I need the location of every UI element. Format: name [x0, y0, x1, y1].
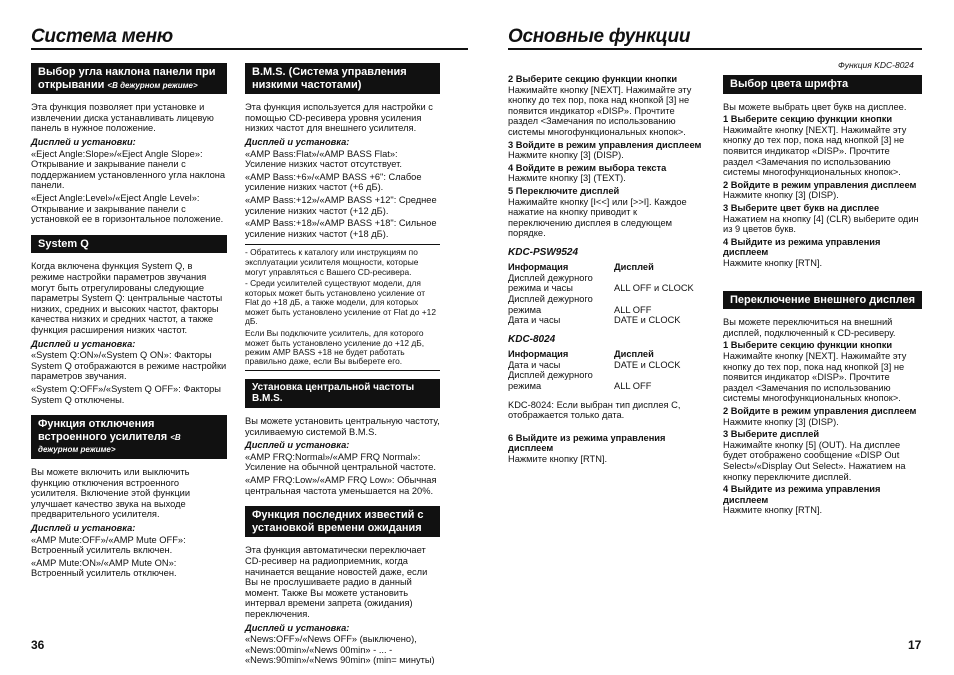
mute-header-text: Функция отключения встроенного усилителя	[38, 418, 168, 443]
color-step-3-head: 3 Выберите цвет букв на дисплее	[723, 202, 880, 213]
bms-item-3: «AMP Bass:+12»/«AMP BASS +12": Среднее усиление низких частот (+12 дБ).	[245, 195, 437, 216]
display-table-2	[508, 349, 702, 391]
step-5-text: Нажимайте кнопку [I<<] или [>>I]. Каждое нажатие на кнопку приводит к переключению дисплея в следующем порядке.	[508, 196, 687, 239]
external-step-4-text: Нажмите кнопку [RTN].	[723, 505, 823, 516]
mute-header-note: <В дежурном режиме>	[38, 432, 181, 455]
tilt-item-1: «Eject Angle:Slope»/«Eject Angle Slope»: Открывание и закрывание панели с поддержанием установленного угла наклона панели.	[31, 148, 226, 191]
table1-col2: Дисплей	[614, 262, 654, 273]
systemq-section-header	[31, 235, 227, 254]
left-title-rule	[31, 48, 468, 50]
step-5-head: 5 Переключите дисплей	[508, 185, 620, 196]
left-page-title: Система меню	[31, 26, 173, 47]
external-step-3-text: Нажимайте кнопку [5] (OUT). На дисплее будет отображено сообщение «DISP Out Select»/«Display Out Select». Нажатием на кнопку переключите дисплей.	[723, 439, 906, 482]
table2-row1-disp: DATE и CLOCK	[614, 359, 681, 370]
mute-body: Вы можете включить или выключить функцию отключения встроенного усилителя. Включение этой функции улучшает качество звука на выходе предварительного усилителя.	[31, 467, 191, 520]
bms-note-2: - Среди усилителей существуют модели, для которых может быть установлено усиление от Flat до +18 дБ, а также модели, для которых может быть установлено усиление от Flat до +12 дБ.	[245, 278, 436, 327]
color-step-1-text: Нажимайте кнопку [NEXT]. Нажимайте эту кнопку до тех пор, пока над кнопкой [3] не появится индикатор «DISP». Прочтите раздел <Замечания по использованию системы многофункциональных кнопок>.	[723, 124, 907, 178]
model-note: Функция KDC-8024	[838, 60, 914, 70]
bms-item-2: «AMP Bass:+6»/«AMP BASS +6": Слабое усиление низких частот (+6 дБ).	[245, 171, 422, 193]
table2-col1: Информация	[508, 349, 569, 360]
external-step-3-head: 3 Выберите дисплей	[723, 429, 820, 440]
external-step-4-head: 4 Выйдите из режима управления дисплеем	[723, 484, 881, 505]
right-title-rule	[508, 48, 922, 50]
news-header-text: Функция последних известий с установкой времени ожидания	[252, 509, 424, 534]
tilt-body: Эта функция позволяет при установке и извлечении диска устанавливать лицевую панель в нужное положение.	[31, 102, 214, 134]
step-2-text: Нажимайте кнопку [NEXT]. Нажимайте эту кнопку до тех пор, пока над кнопкой [3] не появится индикатор «DISP». Прочтите раздел <Замечания по использованию системы многофункциональных кнопок>.	[508, 84, 692, 137]
color-header-text: Выбор цвета шрифта	[730, 78, 849, 90]
step-2-head: 2 Выберите секцию функции кнопки	[508, 74, 678, 84]
external-body: Вы можете переключиться на внешний дисплей, подключенный к CD-ресиверу.	[723, 317, 896, 338]
systemq-item-2: «System Q:OFF»/«System Q OFF»: Факторы System Q отключены.	[31, 383, 221, 405]
color-step-2-head: 2 Войдите в режим управления дисплеем	[723, 179, 917, 190]
news-body: Эта функция автоматически переключает CD-ресивер на радиоприемник, когда начинается вещание новостей даже, если Вы не прослушиваете радио в данный момент. Также Вы можете установить интервал времени запрета (ожидания) переключения.	[245, 545, 428, 619]
news-section-header	[245, 506, 440, 537]
left-column-2	[245, 63, 440, 668]
bms-body: Эта функция используется для настройки с помощью CD-ресивера уровня усиления низких частот для внешнего усилителя.	[245, 102, 433, 134]
color-body: Вы можете выбрать цвет букв на дисплее.	[723, 101, 907, 112]
color-section-header	[723, 75, 922, 94]
external-step-2-head: 2 Войдите в режим управления дисплеем	[723, 405, 917, 416]
bms-item-4: «AMP Bass:+18»/«AMP BASS +18": Сильное усиление низких частот (+18 дБ).	[245, 218, 437, 239]
step-3-head: 3 Войдите в режим управления дисплеем	[508, 139, 702, 150]
table2-model: KDC-8024	[508, 333, 556, 345]
table1-row1-disp: ALL OFF и CLOCK	[614, 283, 694, 294]
mute-item-2: «AMP Mute:ON»/«AMP Mute ON»: Встроенный усилитель отключен.	[31, 557, 177, 579]
right-column-2	[723, 75, 922, 518]
right-page-title: Основные функции	[508, 26, 691, 47]
tilt-item-2: «Eject Angle:Level»/«Eject Angle Level»: Открывание и закрывание панели с установкой ее в горизонтальное положение.	[31, 193, 224, 225]
table2-col2: Дисплей	[614, 349, 654, 360]
left-column-1	[31, 63, 227, 581]
table2-row2-info: Дисплей дежурного режима	[508, 370, 593, 392]
right-page-number: 17	[908, 638, 922, 652]
color-step-1-head: 1 Выберите секцию функции кнопки	[723, 114, 893, 125]
table1-row1-info: Дисплей дежурного режима и часы	[508, 272, 593, 294]
mute-label: Дисплей и установка:	[31, 523, 136, 534]
mute-item-1: «AMP Mute:OFF»/«AMP Mute OFF»: Встроенный усилитель включен.	[31, 534, 186, 556]
external-step-1-text: Нажимайте кнопку [NEXT]. Нажимайте эту кнопку до тех пор, пока над кнопкой [3] не появится индикатор «DISP». Прочтите раздел <Замечания по использованию системы многофункциональных кнопок>.	[723, 350, 907, 404]
tilt-header-note: <В дежурном режиме>	[107, 80, 198, 90]
step-4-head: 4 Войдите в режим выбора текста	[508, 162, 667, 173]
external-section-header	[723, 291, 922, 310]
color-step-3-text: Нажатием на кнопку [4] (CLR) выберите один из 9 цветов букв.	[723, 213, 919, 235]
external-step-2-text: Нажмите кнопку [3] (DISP).	[723, 416, 839, 427]
step-3-text: Нажмите кнопку [3] (DISP).	[508, 150, 624, 161]
external-step-1-head: 1 Выберите секцию функции кнопки	[723, 340, 893, 351]
external-header-text: Переключение внешнего дисплея	[730, 293, 916, 306]
center-item-1: «AMP FRQ:Normal»/«AMP FRQ Normal»: Усиление на обычной центральной частоте.	[245, 451, 436, 473]
display-table-1	[508, 262, 702, 326]
bms-header-text: B.M.S. (Система управления низкими частотами)	[252, 66, 407, 91]
tilt-header-text: Выбор угла наклона панели при открывании	[38, 66, 216, 91]
tilt-label: Дисплей и установки:	[31, 137, 136, 148]
mute-section-header	[31, 415, 227, 459]
color-step-4-head: 4 Выйдите из режима управления дисплеем	[723, 236, 881, 258]
systemq-body: Когда включена функция System Q, в режиме настройки параметров звучания могут быть отрегулированы следующие параметры System Q: центральные частоты низких, средних и высоких частот, факторы качества низких и средних частот, а также функция расширения низких частот.	[31, 261, 223, 336]
after-table-note: KDC-8024: Если выбран тип дисплея C, отображается только дата.	[508, 399, 681, 421]
step-6-head: 6 Выйдите из режима управления дисплеем	[508, 432, 666, 454]
table1-col1: Информация	[508, 262, 569, 273]
news-label: Дисплей и установка:	[245, 622, 350, 633]
bms-note-3: Если Вы подключите усилитель, для которого может быть установлено усиление до +12 дБ, режим AMP BASS +18 не будет работать правильно даже, если Вы выберете его.	[245, 329, 440, 371]
table1-model: KDC-PSW9524	[508, 246, 579, 258]
color-step-2-text: Нажмите кнопку [3] (DISP).	[723, 190, 839, 201]
center-label: Дисплей и установка:	[245, 440, 350, 451]
table2-row1-info: Дата и часы	[508, 359, 561, 370]
table2-row2-disp: ALL OFF	[614, 381, 652, 392]
center-header-text: Установка центральной частоты B.M.S.	[252, 381, 415, 405]
tilt-section-header	[31, 63, 227, 94]
news-item-1: «News:OFF»/«News OFF» (выключено), «News:00min»/«News 00min» - ... - «News:90min»/«News 90min» (min= минуты)	[245, 634, 435, 666]
center-item-2: «AMP FRQ:Low»/«AMP FRQ Low»: Обычная центральная частота уменьшается на 20%.	[245, 474, 437, 496]
left-page-number: 36	[31, 638, 45, 652]
right-column-1	[508, 72, 702, 467]
center-body: Вы можете установить центральную частоту, усиливаемую системой B.M.S.	[245, 415, 440, 437]
bms-label: Дисплей и установка:	[245, 137, 350, 148]
systemq-label: Дисплей и установка:	[31, 338, 136, 349]
table1-row3-info: Дата и часы	[508, 315, 561, 326]
step-6-text: Нажмите кнопку [RTN].	[508, 454, 608, 464]
color-step-4-text: Нажмите кнопку [RTN].	[723, 257, 823, 268]
step-4-text: Нажмите кнопку [3] (TEXT).	[508, 173, 626, 184]
bms-item-1: «AMP Bass:Flat»/«AMP BASS Flat»: Усиление низких частот отсутствует.	[245, 148, 402, 170]
table1-row3-disp: DATE и CLOCK	[614, 315, 681, 326]
systemq-item-1: «System Q:ON»/«System Q ON»: Факторы System Q отображаются в режиме настройки параметров звучания.	[31, 350, 227, 382]
table1-row2-info: Дисплей дежурного режима	[508, 294, 593, 315]
bms-section-header	[245, 63, 440, 94]
center-section-header	[245, 379, 440, 408]
table1-row2-disp: ALL OFF	[614, 304, 652, 315]
bms-notes-box	[245, 244, 440, 371]
systemq-header-text: System Q	[38, 237, 89, 250]
bms-note-1: - Обратитесь к каталогу или инструкциям по эксплуатации усилителя мощности, которые могут управляться с Вашего CD-ресивера.	[245, 247, 419, 277]
